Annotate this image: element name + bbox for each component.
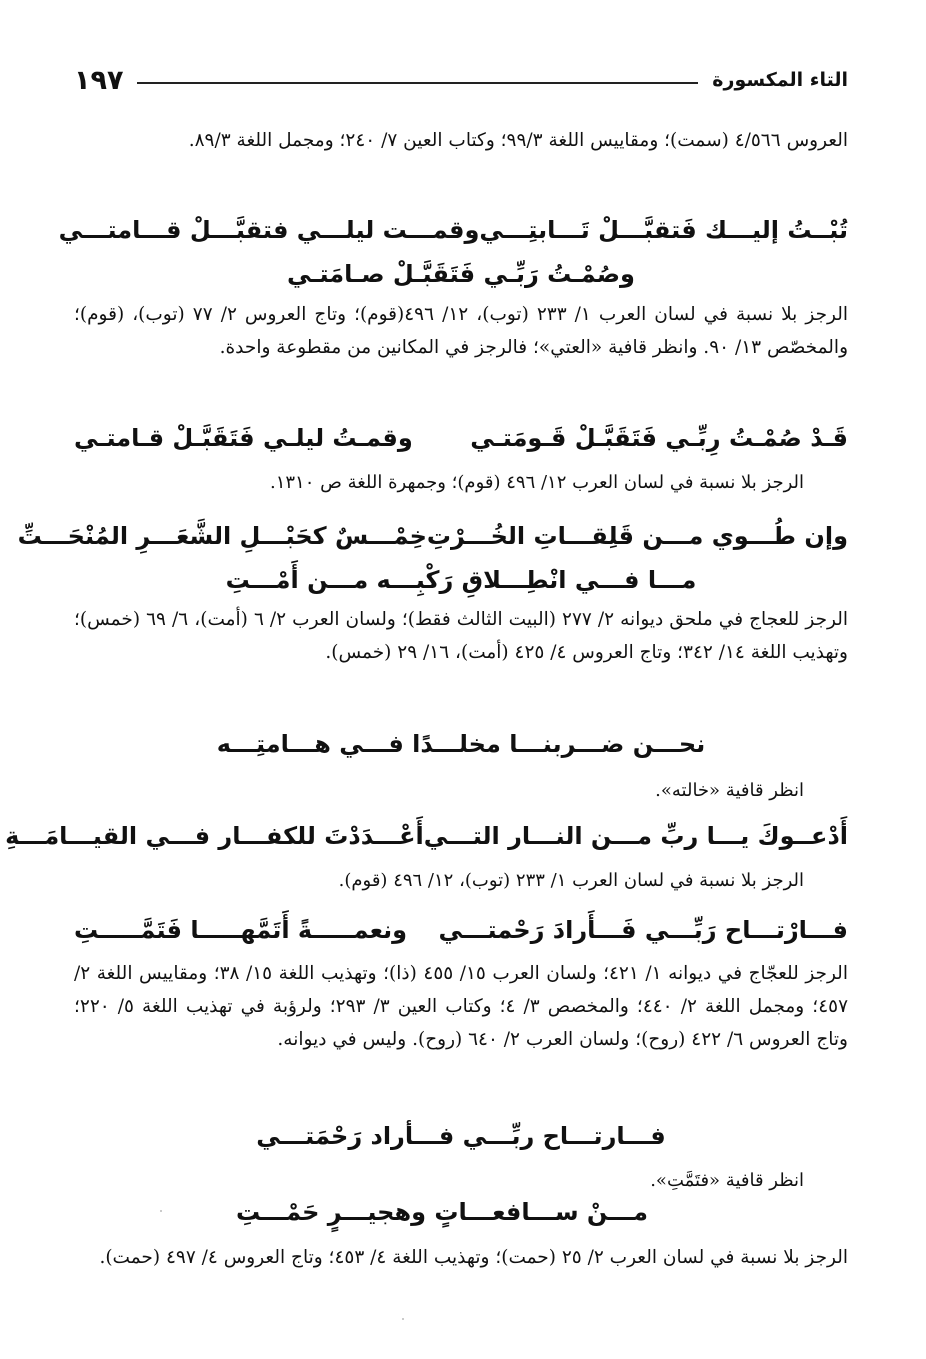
verse-note: انظر قافية «فتَمَّتِ». [650, 1170, 804, 1191]
verse-note: انظر قافية «خالته». [655, 780, 804, 801]
header-rule [137, 82, 698, 84]
footnote-continuation: العروس ٤/٥٦٦ (سمت)؛ ومقاييس اللغة ٩٩/٣؛ وكتاب العين ٧/ ٢٤٠؛ ومجمل اللغة ٨٩/٣. [188, 130, 848, 151]
verse-note: الرجز للعجّاج في ديوانه ١/ ٤٢١؛ ولسان العرب ١٥/ ٤٥٥ (ذا)؛ وتهذيب اللغة ١٥/ ٣٨؛ ومقاييس اللغة ٢/ ٤٥٧؛ ومجمل اللغة ٢/ ٤٤٠؛ والمخصص ٣/ ٤؛ وكتاب العين ٣/ ٢٩٣؛ ولرؤبة في تهذيب اللغة ٥/ ٢٢٠؛ وتاج العروس ٦/ ٤٢٢ (روح)؛ ولسان العرب ٢/ ٦٤٠ (روح). وليس في ديوانه. [74, 963, 849, 1050]
verse-block [74, 1190, 848, 1234]
verse-hemistich-second: وقمـتُ ليلـي فَتَقَبَّـلْ قـامتـي [74, 424, 413, 452]
verse-hemistich-second: خِمْـــسٌ كحَبْـــلِ الشَّعَـــرِ المُنْحَـــتِّ [17, 522, 427, 550]
verse-note: الرجز بلا نسبة في لسان العرب ١/ ٢٣٣ (توب)، ١٢/ ٤٩٦ (قوم). [338, 870, 804, 891]
verse-hemistich-first: فـــارْتـــاح رَبِّـــي فَـــأَرادَ رَحْمتـــي [438, 916, 848, 944]
verse-line: وصُمْـتُ رَبِّـي فَتَقَبَّـلْ صـامَتـي [287, 260, 635, 288]
verse-block [74, 722, 848, 766]
verse-hemistich-second: أَعْـــدَدْتَ للكفـــار فـــي القيـــامَـــةِ [5, 822, 424, 850]
verse-hemistich-first: أَدْعــوكَ يـــا ربِّ مـــن النـــار التـــي [423, 822, 848, 850]
verse-line [74, 908, 848, 952]
verse-line: مـــا فـــي انْطِـــلاقِ رَكْبِـــه مـــن أَمْـــتِ [225, 566, 697, 594]
verse-note: الرجز بلا نسبة في لسان العرب ١٢/ ٤٩٦ (قوم)؛ وجمهرة اللغة ص ١٣١٠. [269, 472, 804, 493]
paper-speck [160, 1210, 162, 1212]
verse-line: نحـــن ضـــربنـــا مخلـــدًا فـــي هـــامتِـــه [216, 730, 706, 758]
verse-line [5, 814, 848, 858]
verse-note: الرجز بلا نسبة في لسان العرب ٢/ ٢٥ (حمت)؛ وتهذيب اللغة ٤/ ٤٥٣؛ وتاج العروس ٤/ ٤٩٧ (حمت). [99, 1247, 848, 1268]
verse-hemistich-first: وإن طُـــوي مـــن قَلِقـــاتِ الخُـــرْتِ [426, 522, 848, 550]
page-number: ١٩٧ [74, 64, 124, 96]
running-header [74, 60, 848, 100]
verse-block [17, 514, 848, 602]
paper-speck [402, 1318, 404, 1320]
verse-note: الرجز بلا نسبة في لسان العرب ١/ ٢٣٣ (توب)، ١٢/ ٤٩٦(قوم)؛ وتاج العروس ٢/ ٧٧ (توب)، (قوم)؛ والمخصّص ١٣/ ٩٠. وانظر قافية «العتي»؛ فالرجز في المكانين من مقطوعة واحدة. [74, 304, 848, 358]
verse-hemistich-second: ونعمـــــةً أَتَمَّهـــــا فَتَمَّـــــتِ [74, 916, 408, 944]
verse-line [58, 208, 848, 252]
verse-line [17, 514, 848, 558]
verse-block [74, 416, 848, 460]
verse-block [74, 908, 848, 952]
verse-note: الرجز للعجاج في ملحق ديوانه ٢/ ٢٧٧ (البيت الثالث فقط)؛ ولسان العرب ٢/ ٦ (أمت)، ٦/ ٦٩ (خمس)؛ وتهذيب اللغة ١٤/ ٣٤٢؛ وتاج العروس ٤/ ٤٢٥ (أمت)، ١٦/ ٢٩ (خمس). [74, 609, 848, 663]
verse-line: مـــنْ ســـافعـــاتٍ وهجيـــرٍ حَمْـــتِ [236, 1198, 648, 1226]
verse-block [5, 814, 848, 858]
verse-hemistich-second: وقمـــت ليلـــي فتقبَّـــلْ قـــامتـــي [58, 216, 480, 244]
verse-block [58, 208, 848, 296]
verse-line: فـــارتـــاح ربِّـــي فـــأراد رَحْمَتـــي [256, 1122, 666, 1150]
verse-hemistich-first: قَـدْ صُمْـتُ رِبِّـي فَتَقَبَّـلْ قَـومَتـي [470, 424, 848, 452]
section-title: التاء المكسورة [712, 69, 848, 91]
verse-hemistich-first: تُبْــتُ إليـــك فَتقبَّـــلْ تَـــابتِـــي [479, 216, 848, 244]
verse-block [74, 1114, 848, 1158]
verse-line [74, 416, 848, 460]
